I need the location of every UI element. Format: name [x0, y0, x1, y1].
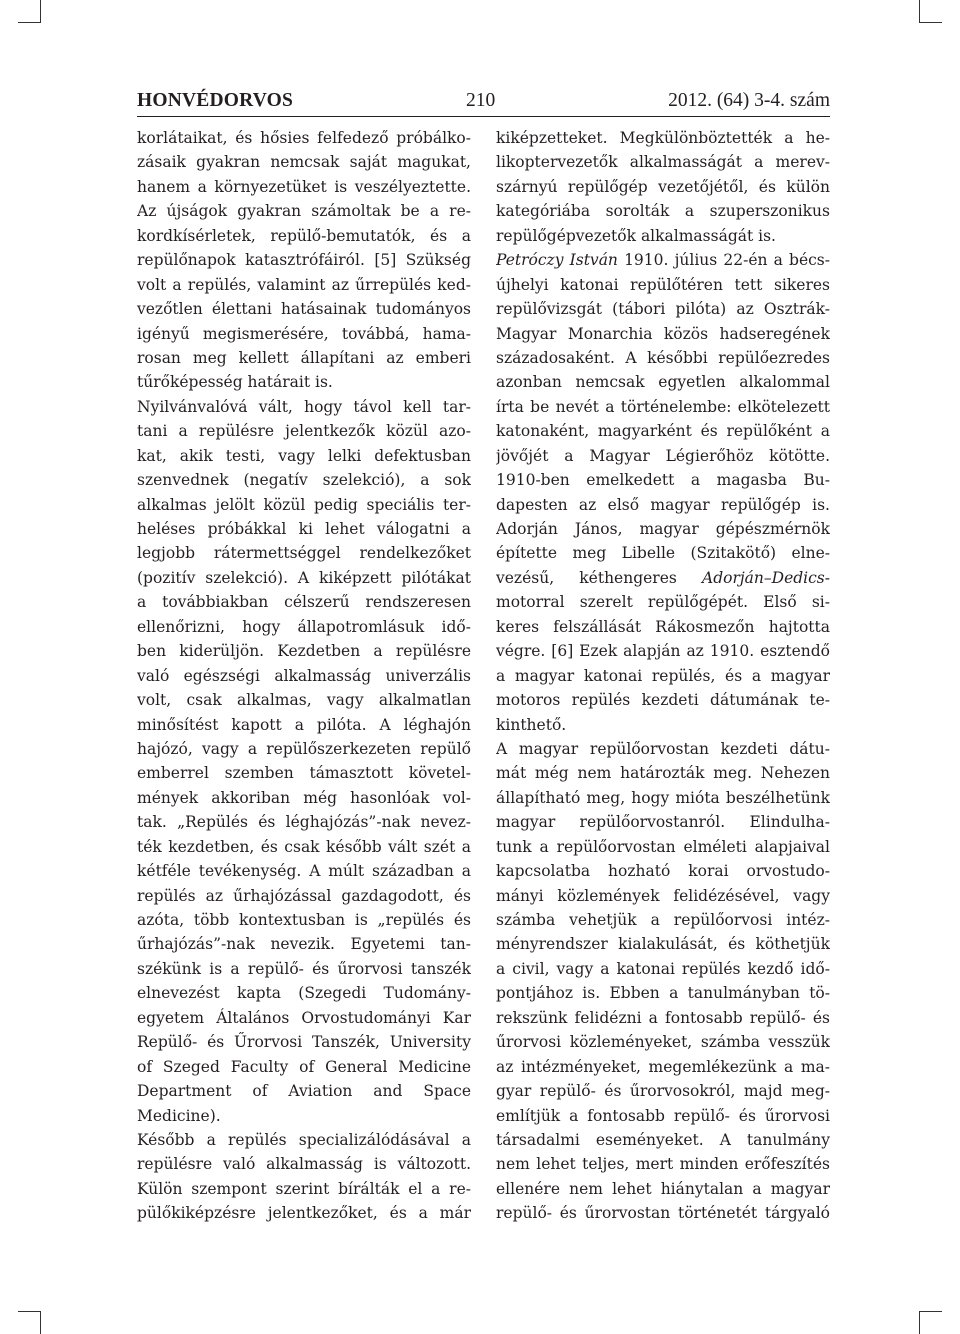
crop-mark-bottom-left — [18, 1311, 41, 1334]
text-line: heléses próbákkal ki lehet válogatni a — [137, 520, 471, 538]
text-line: emberrel szemben támasztott követel- — [137, 764, 471, 783]
text-line: ben kiderüljön. Kezdetben a repülésre — [137, 642, 471, 661]
text-line: Külön szempont szerint bírálták el a re- — [137, 1179, 471, 1198]
text-line: tak. „Repülés és léghajózás”-nak nevez- — [137, 813, 471, 832]
text-line: alkalmas jelölt közül pedig speciális ter- — [137, 495, 471, 514]
text-line: űrorvosi közleményeket, számba vesszük — [496, 1033, 830, 1052]
text-line: repülő- és űrorvostan történetét tárgyaló — [496, 1204, 830, 1223]
text-line: a továbbiakban célszerű rendszeresen — [137, 593, 471, 612]
text-line: való egészségi alkalmasság univerzális — [137, 666, 471, 685]
text-line: motorral szerelt repülőgépét. Első si- — [496, 593, 830, 612]
text-line: gyar repülő- és űrorvosokról, majd meg- — [496, 1082, 830, 1101]
text-line: mát még nem határozták meg. Nehezen — [496, 764, 830, 783]
text-line: kétféle tevékenység. A múlt században a — [137, 862, 471, 881]
text-line: katonaként, magyarként és repülőként a — [496, 422, 830, 441]
text-line: tűrőképesség határait is. — [137, 373, 333, 392]
text-line: Nyilvánvalóvá vált, hogy távol kell tar- — [137, 397, 471, 416]
right-text-column — [496, 126, 830, 1226]
text-line: szenvednek (negatív szelekció), a sok — [137, 471, 471, 490]
text-line: (pozitív szelekció). A kiképzett pilótákat — [137, 568, 471, 587]
text-line: Medicine). — [137, 1106, 221, 1125]
text-line: igényű megismerésére, továbbá, hama- — [137, 324, 471, 343]
text-line: századosaként. A későbbi repülőezredes — [496, 348, 830, 367]
crop-mark-bottom-right — [919, 1311, 942, 1334]
text-line: azóta, több kontextusban is „repülés és — [137, 911, 471, 929]
text-line: rosan meg kellett állapítani az emberi — [137, 348, 471, 367]
text-line: volt a repülés, valamint az űrrepülés ked- — [137, 275, 471, 294]
text-line: vezésű, kéthengeres Adorján–Dedics- — [496, 568, 830, 587]
text-line: rekszünk felidézni a fontosabb repülő- és — [496, 1008, 830, 1027]
text-line: székünk is a repülő- és űrorvosi tanszék — [137, 959, 471, 978]
text-line: repülőgépvezetők alkalmasságát is. — [496, 226, 776, 245]
text-line: keres felszállását Rákosmezőn hajtotta — [496, 617, 830, 636]
text-line: korlátaikat, és hősies felfedező próbálko- — [137, 129, 471, 147]
text-line: A magyar repülőorvostan kezdeti dátu- — [496, 739, 830, 758]
text-line: űrhajózás”-nak nevezik. Egyetemi tan- — [137, 935, 471, 954]
text-line: vezőtlen élettani hatásainak tudományos — [137, 300, 471, 319]
text-line: tani a repülésre jelentkezők közül azo- — [137, 422, 471, 441]
text-line: szárnyú repülőgép vezetőjétől, és külön — [496, 177, 830, 196]
text-line: ellenére nem lehet hiánytalan a magyar — [496, 1179, 830, 1198]
text-line: kinthető. — [496, 715, 567, 734]
text-line: említjük a fontosabb repülő- és űrorvosi — [496, 1106, 830, 1125]
text-line: a civil, vagy a katonai repülés kezdő idő- — [496, 959, 830, 978]
text-line: kategóriába sorolták a szuperszonikus — [496, 202, 830, 221]
text-line: végre. [6] Ezek alapján az 1910. esztendő — [496, 642, 830, 661]
text-line: pontjához is. Ebben a tanulmányban tö- — [496, 984, 830, 1003]
text-line: ték kezdetben, és csak később vált szét a — [137, 837, 471, 856]
text-line: legjobb rátermettséggel rendelkezőket — [137, 544, 471, 563]
text-line: kordkísérletek, repülő-bemutatók, és a — [137, 226, 471, 245]
running-header — [137, 90, 830, 117]
text-line: Magyar Monarchia közös hadseregének — [496, 324, 830, 343]
crop-mark-top-left — [18, 0, 41, 23]
text-line: Petróczy István 1910. július 22-én a bécs- — [496, 251, 830, 270]
text-line: kapcsolatba hozható korai orvostudo- — [496, 862, 830, 881]
text-line: újhelyi katonai repülőtéren tett sikeres — [496, 275, 830, 294]
text-line: egyetem Általános Orvostudományi Kar — [137, 1008, 471, 1027]
text-line: építette meg Libelle (Szitakötő) elne- — [496, 544, 830, 563]
text-line: Repülő- és Űrorvosi Tanszék, University — [137, 1033, 471, 1052]
text-line: mények akkoriban még hasonlóak vol- — [137, 788, 471, 807]
text-line: repülőnapok katasztrófáiról. [5] Szükség — [137, 251, 471, 270]
text-line: kiképzetteket. Megkülönböztették a he- — [496, 129, 830, 147]
text-line: ellenőrizni, hogy állapotromlásuk idő- — [137, 617, 471, 636]
text-line: az intézményeket, megemlékezünk a ma- — [496, 1057, 830, 1076]
text-line: Az újságok gyakran számoltak be a re- — [137, 202, 471, 221]
page-number: 210 — [466, 90, 496, 111]
text-line: tunk a repülőorvostan elméleti alapjaival — [496, 837, 830, 856]
issue-info: 2012. (64) 3-4. szám — [668, 90, 830, 111]
text-line: of Szeged Faculty of General Medicine — [137, 1057, 471, 1076]
text-line: társadalmi eseményeket. A tanulmány — [496, 1130, 830, 1149]
text-line: pülőkiképzésre jelentkezőket, és a már — [137, 1204, 471, 1223]
text-line: Később a repülés specializálódásával a — [137, 1130, 471, 1149]
text-line: motoros repülés kezdeti dátumának te- — [496, 691, 830, 710]
journal-title: HONVÉDORVOS — [137, 90, 294, 111]
crop-mark-top-right — [919, 0, 942, 23]
text-line: a magyar katonai repülés, és a magyar — [496, 666, 830, 685]
text-line: minősítést kapott a pilóta. A léghajón — [137, 715, 471, 734]
text-line: nem lehet teljes, mert minden erőfeszítés — [496, 1155, 830, 1174]
text-line: írta be nevét a történelembe: elkötelezett — [496, 397, 830, 416]
text-line: likoptervezetők alkalmasságát a merev- — [496, 153, 830, 172]
text-line: repülés az űrhajózással gazdagodott, és — [137, 886, 471, 905]
text-line: repülővizsgát (tábori pilóta) az Osztrák- — [496, 300, 830, 319]
text-line: 1910-ben emelkedett a magasba Bu- — [496, 471, 830, 490]
text-line: hanem a környezetüket is veszélyeztette. — [137, 177, 471, 196]
text-line: kat, akik testi, vagy lelki defektusban — [137, 446, 471, 465]
text-line: zásaik gyakran nemcsak saját magukat, — [137, 153, 471, 172]
text-line: ményrendszer kialakulását, és köthetjük — [496, 935, 830, 954]
text-line: Adorján János, magyar gépészmérnök — [496, 520, 830, 538]
text-line: elnevezést kapta (Szegedi Tudomány- — [137, 984, 471, 1003]
text-line: hajózó, vagy a repülőszerkezeten repülő — [137, 739, 471, 758]
text-line: Department of Aviation and Space — [137, 1082, 471, 1101]
text-line: dapesten az első magyar repülőgép is. — [496, 495, 830, 514]
text-line: azonban nemcsak egyetlen alkalommal — [496, 373, 830, 392]
text-line: jövőjét a Magyar Légierőhöz kötötte. — [496, 446, 830, 465]
text-line: mányi közlemények felidézésével, vagy — [496, 886, 830, 905]
text-line: volt, csak alkalmas, vagy alkalmatlan — [137, 691, 471, 710]
text-line: repülésre való alkalmasság is változott. — [137, 1155, 471, 1174]
left-text-column — [137, 126, 471, 1226]
text-line: számba vehetjük a repülőorvosi intéz- — [496, 911, 830, 929]
text-line: állapítható meg, hogy mióta beszélhetünk — [496, 788, 830, 807]
text-line: magyar repülőorvostanról. Elindulha- — [496, 813, 830, 832]
